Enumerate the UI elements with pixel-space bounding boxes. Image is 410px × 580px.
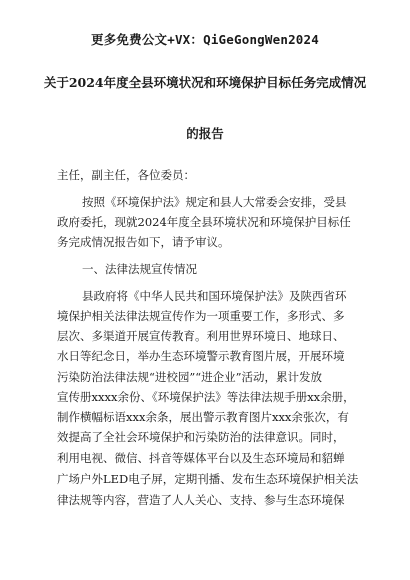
body-line: 层次、多渠道开展宣传教育。利用世界环境日、地球日、	[57, 329, 345, 343]
body-line: 污染防治法律法规“进校园”“进企业”活动，累计发放	[57, 370, 323, 384]
body-line: 境保护相关法律法规宣传作为一项重要工作，多形式、多	[57, 309, 345, 323]
body-line: 律法规等内容，营造了人人关心、支持、参与生态环境保	[57, 493, 345, 507]
body-line: 宣传册xxxx余份、《环境保护法》等法律法规手册xx余册，	[57, 390, 355, 404]
section-heading: 一、法律法规宣传情况	[82, 262, 197, 276]
body-line: 效提高了全社会环境保护和污染防治的法律意识。同时，	[57, 430, 345, 444]
body-line: 水日等纪念日，举办生态环境警示教育图片展，开展环境	[57, 349, 345, 363]
body-line: 制作横幅标语xxx余条，展出警示教育图片xxx余张次，有	[57, 410, 349, 424]
body-line: 县政府将《中华人民共和国环境保护法》及陕西省环	[82, 289, 347, 303]
promo-header: 更多免费公文+VX：QiGeGongWen2024	[91, 32, 319, 47]
intro-line: 政府委托，现就2024年度全县环境状况和环境保护目标任	[57, 215, 351, 229]
body-line: 广场户外LED电子屏，定期刊播、发布生态环境保护相关法	[57, 472, 359, 486]
intro-line: 务完成情况报告如下，请予审议。	[57, 235, 230, 249]
document-title: 关于2024年度全县环境状况和环境保护目标任务完成情况	[43, 75, 367, 90]
document-subtitle: 的报告	[186, 126, 224, 141]
salutation: 主任，副主任，各位委员：	[57, 168, 195, 182]
body-line: 利用电视、微信、抖音等媒体平台以及生态环境局和貂蝉	[57, 451, 345, 465]
intro-line: 按照《环境保护法》规定和县人大常委会安排，受县	[82, 195, 347, 209]
